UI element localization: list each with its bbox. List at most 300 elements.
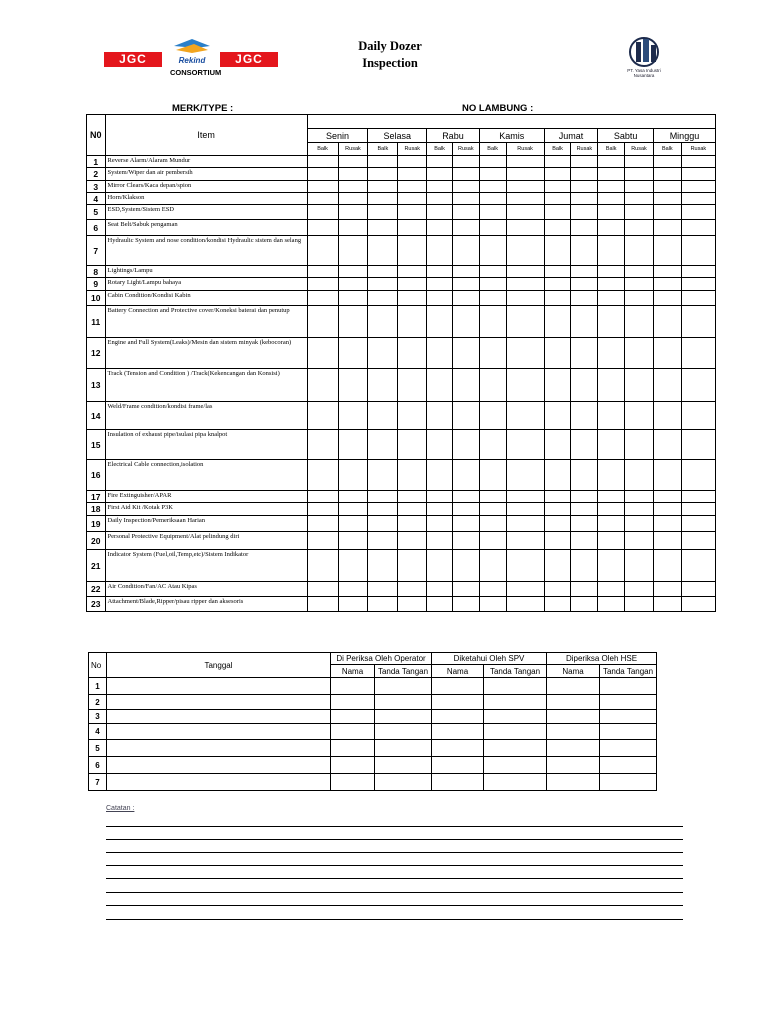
rusak-checkbox-cell[interactable] xyxy=(398,491,427,503)
spv-signature-cell[interactable] xyxy=(484,757,547,774)
rusak-checkbox-cell[interactable] xyxy=(625,193,654,205)
balk-checkbox-cell[interactable] xyxy=(544,516,571,532)
rusak-checkbox-cell[interactable] xyxy=(571,460,598,491)
rusak-checkbox-cell[interactable] xyxy=(625,550,654,582)
balk-checkbox-cell[interactable] xyxy=(307,402,338,430)
rusak-checkbox-cell[interactable] xyxy=(571,338,598,369)
rusak-checkbox-cell[interactable] xyxy=(452,402,479,430)
rusak-checkbox-cell[interactable] xyxy=(625,491,654,503)
balk-checkbox-cell[interactable] xyxy=(427,338,453,369)
rusak-checkbox-cell[interactable] xyxy=(452,430,479,460)
rusak-checkbox-cell[interactable] xyxy=(338,597,368,612)
rusak-checkbox-cell[interactable] xyxy=(338,582,368,597)
rusak-checkbox-cell[interactable] xyxy=(625,236,654,266)
rusak-checkbox-cell[interactable] xyxy=(625,516,654,532)
balk-checkbox-cell[interactable] xyxy=(479,291,506,306)
balk-checkbox-cell[interactable] xyxy=(427,205,453,220)
date-cell[interactable] xyxy=(107,774,331,791)
rusak-checkbox-cell[interactable] xyxy=(506,181,544,193)
hse-signature-cell[interactable] xyxy=(600,710,657,724)
note-line[interactable] xyxy=(106,852,683,853)
balk-checkbox-cell[interactable] xyxy=(653,205,681,220)
spv-signature-cell[interactable] xyxy=(484,678,547,695)
balk-checkbox-cell[interactable] xyxy=(479,503,506,516)
spv-name-cell[interactable] xyxy=(432,774,484,791)
rusak-checkbox-cell[interactable] xyxy=(571,236,598,266)
rusak-checkbox-cell[interactable] xyxy=(681,220,715,236)
balk-checkbox-cell[interactable] xyxy=(544,278,571,291)
rusak-checkbox-cell[interactable] xyxy=(452,597,479,612)
balk-checkbox-cell[interactable] xyxy=(427,582,453,597)
rusak-checkbox-cell[interactable] xyxy=(338,516,368,532)
balk-checkbox-cell[interactable] xyxy=(653,278,681,291)
rusak-checkbox-cell[interactable] xyxy=(338,205,368,220)
balk-checkbox-cell[interactable] xyxy=(307,369,338,402)
balk-checkbox-cell[interactable] xyxy=(544,550,571,582)
rusak-checkbox-cell[interactable] xyxy=(398,193,427,205)
rusak-checkbox-cell[interactable] xyxy=(452,516,479,532)
balk-checkbox-cell[interactable] xyxy=(544,430,571,460)
balk-checkbox-cell[interactable] xyxy=(544,369,571,402)
balk-checkbox-cell[interactable] xyxy=(598,597,625,612)
operator-name-cell[interactable] xyxy=(331,710,375,724)
rusak-checkbox-cell[interactable] xyxy=(506,532,544,550)
balk-checkbox-cell[interactable] xyxy=(544,181,571,193)
rusak-checkbox-cell[interactable] xyxy=(398,291,427,306)
rusak-checkbox-cell[interactable] xyxy=(571,430,598,460)
rusak-checkbox-cell[interactable] xyxy=(338,306,368,338)
rusak-checkbox-cell[interactable] xyxy=(625,266,654,278)
balk-checkbox-cell[interactable] xyxy=(307,338,338,369)
rusak-checkbox-cell[interactable] xyxy=(681,156,715,168)
balk-checkbox-cell[interactable] xyxy=(598,460,625,491)
rusak-checkbox-cell[interactable] xyxy=(452,278,479,291)
balk-checkbox-cell[interactable] xyxy=(544,291,571,306)
rusak-checkbox-cell[interactable] xyxy=(506,550,544,582)
rusak-checkbox-cell[interactable] xyxy=(506,491,544,503)
balk-checkbox-cell[interactable] xyxy=(479,156,506,168)
rusak-checkbox-cell[interactable] xyxy=(681,306,715,338)
balk-checkbox-cell[interactable] xyxy=(598,181,625,193)
balk-checkbox-cell[interactable] xyxy=(427,550,453,582)
balk-checkbox-cell[interactable] xyxy=(479,491,506,503)
rusak-checkbox-cell[interactable] xyxy=(338,532,368,550)
rusak-checkbox-cell[interactable] xyxy=(625,597,654,612)
balk-checkbox-cell[interactable] xyxy=(544,503,571,516)
balk-checkbox-cell[interactable] xyxy=(598,306,625,338)
hse-name-cell[interactable] xyxy=(547,678,600,695)
rusak-checkbox-cell[interactable] xyxy=(625,205,654,220)
rusak-checkbox-cell[interactable] xyxy=(338,193,368,205)
balk-checkbox-cell[interactable] xyxy=(307,516,338,532)
balk-checkbox-cell[interactable] xyxy=(544,220,571,236)
rusak-checkbox-cell[interactable] xyxy=(452,291,479,306)
rusak-checkbox-cell[interactable] xyxy=(452,193,479,205)
balk-checkbox-cell[interactable] xyxy=(307,491,338,503)
balk-checkbox-cell[interactable] xyxy=(368,532,398,550)
balk-checkbox-cell[interactable] xyxy=(653,491,681,503)
hse-name-cell[interactable] xyxy=(547,757,600,774)
balk-checkbox-cell[interactable] xyxy=(307,156,338,168)
rusak-checkbox-cell[interactable] xyxy=(571,516,598,532)
rusak-checkbox-cell[interactable] xyxy=(338,220,368,236)
balk-checkbox-cell[interactable] xyxy=(368,181,398,193)
hse-name-cell[interactable] xyxy=(547,724,600,740)
operator-name-cell[interactable] xyxy=(331,678,375,695)
balk-checkbox-cell[interactable] xyxy=(368,338,398,369)
rusak-checkbox-cell[interactable] xyxy=(571,369,598,402)
rusak-checkbox-cell[interactable] xyxy=(625,220,654,236)
operator-signature-cell[interactable] xyxy=(375,678,432,695)
balk-checkbox-cell[interactable] xyxy=(653,430,681,460)
balk-checkbox-cell[interactable] xyxy=(427,369,453,402)
balk-checkbox-cell[interactable] xyxy=(653,503,681,516)
rusak-checkbox-cell[interactable] xyxy=(571,597,598,612)
hse-name-cell[interactable] xyxy=(547,710,600,724)
balk-checkbox-cell[interactable] xyxy=(653,582,681,597)
rusak-checkbox-cell[interactable] xyxy=(625,181,654,193)
balk-checkbox-cell[interactable] xyxy=(368,220,398,236)
balk-checkbox-cell[interactable] xyxy=(479,306,506,338)
rusak-checkbox-cell[interactable] xyxy=(625,278,654,291)
balk-checkbox-cell[interactable] xyxy=(427,503,453,516)
balk-checkbox-cell[interactable] xyxy=(479,168,506,181)
rusak-checkbox-cell[interactable] xyxy=(625,582,654,597)
balk-checkbox-cell[interactable] xyxy=(479,266,506,278)
rusak-checkbox-cell[interactable] xyxy=(398,550,427,582)
spv-name-cell[interactable] xyxy=(432,740,484,757)
rusak-checkbox-cell[interactable] xyxy=(506,430,544,460)
rusak-checkbox-cell[interactable] xyxy=(506,338,544,369)
rusak-checkbox-cell[interactable] xyxy=(506,236,544,266)
rusak-checkbox-cell[interactable] xyxy=(625,532,654,550)
balk-checkbox-cell[interactable] xyxy=(544,306,571,338)
balk-checkbox-cell[interactable] xyxy=(307,582,338,597)
rusak-checkbox-cell[interactable] xyxy=(506,291,544,306)
operator-name-cell[interactable] xyxy=(331,724,375,740)
note-line[interactable] xyxy=(106,892,683,893)
rusak-checkbox-cell[interactable] xyxy=(571,532,598,550)
balk-checkbox-cell[interactable] xyxy=(479,369,506,402)
rusak-checkbox-cell[interactable] xyxy=(398,516,427,532)
balk-checkbox-cell[interactable] xyxy=(598,236,625,266)
balk-checkbox-cell[interactable] xyxy=(653,338,681,369)
balk-checkbox-cell[interactable] xyxy=(307,550,338,582)
balk-checkbox-cell[interactable] xyxy=(307,220,338,236)
rusak-checkbox-cell[interactable] xyxy=(506,369,544,402)
balk-checkbox-cell[interactable] xyxy=(479,532,506,550)
rusak-checkbox-cell[interactable] xyxy=(338,156,368,168)
rusak-checkbox-cell[interactable] xyxy=(452,550,479,582)
rusak-checkbox-cell[interactable] xyxy=(681,491,715,503)
rusak-checkbox-cell[interactable] xyxy=(625,503,654,516)
balk-checkbox-cell[interactable] xyxy=(368,278,398,291)
balk-checkbox-cell[interactable] xyxy=(653,460,681,491)
date-cell[interactable] xyxy=(107,710,331,724)
spv-name-cell[interactable] xyxy=(432,757,484,774)
rusak-checkbox-cell[interactable] xyxy=(338,278,368,291)
rusak-checkbox-cell[interactable] xyxy=(571,291,598,306)
balk-checkbox-cell[interactable] xyxy=(307,181,338,193)
rusak-checkbox-cell[interactable] xyxy=(571,582,598,597)
note-line[interactable] xyxy=(106,826,683,827)
balk-checkbox-cell[interactable] xyxy=(368,291,398,306)
balk-checkbox-cell[interactable] xyxy=(598,278,625,291)
balk-checkbox-cell[interactable] xyxy=(427,236,453,266)
operator-signature-cell[interactable] xyxy=(375,740,432,757)
balk-checkbox-cell[interactable] xyxy=(653,597,681,612)
balk-checkbox-cell[interactable] xyxy=(368,503,398,516)
balk-checkbox-cell[interactable] xyxy=(598,550,625,582)
rusak-checkbox-cell[interactable] xyxy=(506,460,544,491)
rusak-checkbox-cell[interactable] xyxy=(571,205,598,220)
rusak-checkbox-cell[interactable] xyxy=(452,181,479,193)
balk-checkbox-cell[interactable] xyxy=(479,193,506,205)
rusak-checkbox-cell[interactable] xyxy=(398,306,427,338)
balk-checkbox-cell[interactable] xyxy=(544,266,571,278)
hse-name-cell[interactable] xyxy=(547,740,600,757)
balk-checkbox-cell[interactable] xyxy=(598,193,625,205)
spv-name-cell[interactable] xyxy=(432,678,484,695)
rusak-checkbox-cell[interactable] xyxy=(571,181,598,193)
rusak-checkbox-cell[interactable] xyxy=(452,338,479,369)
rusak-checkbox-cell[interactable] xyxy=(452,532,479,550)
balk-checkbox-cell[interactable] xyxy=(479,236,506,266)
balk-checkbox-cell[interactable] xyxy=(427,220,453,236)
rusak-checkbox-cell[interactable] xyxy=(398,236,427,266)
rusak-checkbox-cell[interactable] xyxy=(452,205,479,220)
balk-checkbox-cell[interactable] xyxy=(307,532,338,550)
rusak-checkbox-cell[interactable] xyxy=(681,181,715,193)
note-line[interactable] xyxy=(106,919,683,920)
balk-checkbox-cell[interactable] xyxy=(598,205,625,220)
balk-checkbox-cell[interactable] xyxy=(368,582,398,597)
balk-checkbox-cell[interactable] xyxy=(427,168,453,181)
rusak-checkbox-cell[interactable] xyxy=(338,168,368,181)
rusak-checkbox-cell[interactable] xyxy=(338,369,368,402)
balk-checkbox-cell[interactable] xyxy=(653,532,681,550)
rusak-checkbox-cell[interactable] xyxy=(571,220,598,236)
rusak-checkbox-cell[interactable] xyxy=(681,278,715,291)
operator-name-cell[interactable] xyxy=(331,695,375,710)
balk-checkbox-cell[interactable] xyxy=(368,430,398,460)
rusak-checkbox-cell[interactable] xyxy=(681,168,715,181)
rusak-checkbox-cell[interactable] xyxy=(338,266,368,278)
balk-checkbox-cell[interactable] xyxy=(368,402,398,430)
rusak-checkbox-cell[interactable] xyxy=(506,582,544,597)
balk-checkbox-cell[interactable] xyxy=(479,516,506,532)
balk-checkbox-cell[interactable] xyxy=(427,430,453,460)
rusak-checkbox-cell[interactable] xyxy=(506,205,544,220)
balk-checkbox-cell[interactable] xyxy=(598,156,625,168)
rusak-checkbox-cell[interactable] xyxy=(452,236,479,266)
rusak-checkbox-cell[interactable] xyxy=(452,369,479,402)
balk-checkbox-cell[interactable] xyxy=(307,291,338,306)
balk-checkbox-cell[interactable] xyxy=(427,516,453,532)
balk-checkbox-cell[interactable] xyxy=(544,597,571,612)
balk-checkbox-cell[interactable] xyxy=(653,220,681,236)
spv-signature-cell[interactable] xyxy=(484,695,547,710)
balk-checkbox-cell[interactable] xyxy=(307,168,338,181)
hse-signature-cell[interactable] xyxy=(600,740,657,757)
rusak-checkbox-cell[interactable] xyxy=(338,491,368,503)
rusak-checkbox-cell[interactable] xyxy=(681,597,715,612)
rusak-checkbox-cell[interactable] xyxy=(571,306,598,338)
balk-checkbox-cell[interactable] xyxy=(598,338,625,369)
rusak-checkbox-cell[interactable] xyxy=(398,402,427,430)
hse-signature-cell[interactable] xyxy=(600,757,657,774)
balk-checkbox-cell[interactable] xyxy=(368,236,398,266)
rusak-checkbox-cell[interactable] xyxy=(506,402,544,430)
spv-name-cell[interactable] xyxy=(432,710,484,724)
rusak-checkbox-cell[interactable] xyxy=(398,220,427,236)
rusak-checkbox-cell[interactable] xyxy=(398,205,427,220)
rusak-checkbox-cell[interactable] xyxy=(398,338,427,369)
balk-checkbox-cell[interactable] xyxy=(427,291,453,306)
rusak-checkbox-cell[interactable] xyxy=(452,503,479,516)
rusak-checkbox-cell[interactable] xyxy=(681,516,715,532)
date-cell[interactable] xyxy=(107,695,331,710)
balk-checkbox-cell[interactable] xyxy=(598,532,625,550)
rusak-checkbox-cell[interactable] xyxy=(506,597,544,612)
balk-checkbox-cell[interactable] xyxy=(427,402,453,430)
balk-checkbox-cell[interactable] xyxy=(653,156,681,168)
balk-checkbox-cell[interactable] xyxy=(307,266,338,278)
note-line[interactable] xyxy=(106,865,683,866)
rusak-checkbox-cell[interactable] xyxy=(625,460,654,491)
operator-signature-cell[interactable] xyxy=(375,724,432,740)
rusak-checkbox-cell[interactable] xyxy=(625,430,654,460)
rusak-checkbox-cell[interactable] xyxy=(338,550,368,582)
balk-checkbox-cell[interactable] xyxy=(307,460,338,491)
balk-checkbox-cell[interactable] xyxy=(598,168,625,181)
balk-checkbox-cell[interactable] xyxy=(479,550,506,582)
rusak-checkbox-cell[interactable] xyxy=(452,582,479,597)
rusak-checkbox-cell[interactable] xyxy=(506,168,544,181)
balk-checkbox-cell[interactable] xyxy=(544,236,571,266)
rusak-checkbox-cell[interactable] xyxy=(506,266,544,278)
balk-checkbox-cell[interactable] xyxy=(307,597,338,612)
balk-checkbox-cell[interactable] xyxy=(368,306,398,338)
rusak-checkbox-cell[interactable] xyxy=(398,460,427,491)
rusak-checkbox-cell[interactable] xyxy=(625,369,654,402)
rusak-checkbox-cell[interactable] xyxy=(571,193,598,205)
rusak-checkbox-cell[interactable] xyxy=(681,291,715,306)
balk-checkbox-cell[interactable] xyxy=(598,220,625,236)
balk-checkbox-cell[interactable] xyxy=(427,491,453,503)
operator-name-cell[interactable] xyxy=(331,740,375,757)
hse-signature-cell[interactable] xyxy=(600,774,657,791)
balk-checkbox-cell[interactable] xyxy=(427,597,453,612)
balk-checkbox-cell[interactable] xyxy=(479,430,506,460)
rusak-checkbox-cell[interactable] xyxy=(681,503,715,516)
date-cell[interactable] xyxy=(107,757,331,774)
balk-checkbox-cell[interactable] xyxy=(307,503,338,516)
rusak-checkbox-cell[interactable] xyxy=(625,291,654,306)
balk-checkbox-cell[interactable] xyxy=(368,491,398,503)
rusak-checkbox-cell[interactable] xyxy=(338,236,368,266)
balk-checkbox-cell[interactable] xyxy=(479,402,506,430)
rusak-checkbox-cell[interactable] xyxy=(338,181,368,193)
rusak-checkbox-cell[interactable] xyxy=(625,402,654,430)
balk-checkbox-cell[interactable] xyxy=(368,369,398,402)
spv-signature-cell[interactable] xyxy=(484,740,547,757)
rusak-checkbox-cell[interactable] xyxy=(338,402,368,430)
operator-signature-cell[interactable] xyxy=(375,757,432,774)
balk-checkbox-cell[interactable] xyxy=(598,266,625,278)
operator-signature-cell[interactable] xyxy=(375,695,432,710)
rusak-checkbox-cell[interactable] xyxy=(681,460,715,491)
balk-checkbox-cell[interactable] xyxy=(653,266,681,278)
balk-checkbox-cell[interactable] xyxy=(653,516,681,532)
spv-name-cell[interactable] xyxy=(432,724,484,740)
spv-signature-cell[interactable] xyxy=(484,724,547,740)
balk-checkbox-cell[interactable] xyxy=(653,168,681,181)
balk-checkbox-cell[interactable] xyxy=(307,278,338,291)
rusak-checkbox-cell[interactable] xyxy=(398,181,427,193)
spv-signature-cell[interactable] xyxy=(484,774,547,791)
rusak-checkbox-cell[interactable] xyxy=(681,582,715,597)
rusak-checkbox-cell[interactable] xyxy=(681,236,715,266)
rusak-checkbox-cell[interactable] xyxy=(625,306,654,338)
rusak-checkbox-cell[interactable] xyxy=(506,503,544,516)
balk-checkbox-cell[interactable] xyxy=(598,291,625,306)
balk-checkbox-cell[interactable] xyxy=(544,168,571,181)
hse-signature-cell[interactable] xyxy=(600,678,657,695)
balk-checkbox-cell[interactable] xyxy=(427,193,453,205)
balk-checkbox-cell[interactable] xyxy=(479,460,506,491)
rusak-checkbox-cell[interactable] xyxy=(338,291,368,306)
rusak-checkbox-cell[interactable] xyxy=(398,278,427,291)
balk-checkbox-cell[interactable] xyxy=(427,278,453,291)
rusak-checkbox-cell[interactable] xyxy=(571,402,598,430)
spv-name-cell[interactable] xyxy=(432,695,484,710)
balk-checkbox-cell[interactable] xyxy=(368,205,398,220)
hse-name-cell[interactable] xyxy=(547,774,600,791)
balk-checkbox-cell[interactable] xyxy=(307,205,338,220)
rusak-checkbox-cell[interactable] xyxy=(452,220,479,236)
balk-checkbox-cell[interactable] xyxy=(598,430,625,460)
balk-checkbox-cell[interactable] xyxy=(368,193,398,205)
rusak-checkbox-cell[interactable] xyxy=(338,430,368,460)
rusak-checkbox-cell[interactable] xyxy=(681,550,715,582)
rusak-checkbox-cell[interactable] xyxy=(625,168,654,181)
balk-checkbox-cell[interactable] xyxy=(368,156,398,168)
balk-checkbox-cell[interactable] xyxy=(368,597,398,612)
balk-checkbox-cell[interactable] xyxy=(307,430,338,460)
balk-checkbox-cell[interactable] xyxy=(598,369,625,402)
balk-checkbox-cell[interactable] xyxy=(368,550,398,582)
rusak-checkbox-cell[interactable] xyxy=(681,193,715,205)
rusak-checkbox-cell[interactable] xyxy=(506,306,544,338)
hse-name-cell[interactable] xyxy=(547,695,600,710)
balk-checkbox-cell[interactable] xyxy=(368,266,398,278)
balk-checkbox-cell[interactable] xyxy=(427,460,453,491)
rusak-checkbox-cell[interactable] xyxy=(398,597,427,612)
balk-checkbox-cell[interactable] xyxy=(368,168,398,181)
balk-checkbox-cell[interactable] xyxy=(544,532,571,550)
balk-checkbox-cell[interactable] xyxy=(653,181,681,193)
rusak-checkbox-cell[interactable] xyxy=(625,338,654,369)
balk-checkbox-cell[interactable] xyxy=(479,582,506,597)
date-cell[interactable] xyxy=(107,740,331,757)
rusak-checkbox-cell[interactable] xyxy=(398,156,427,168)
rusak-checkbox-cell[interactable] xyxy=(398,503,427,516)
rusak-checkbox-cell[interactable] xyxy=(452,156,479,168)
balk-checkbox-cell[interactable] xyxy=(544,205,571,220)
balk-checkbox-cell[interactable] xyxy=(427,306,453,338)
balk-checkbox-cell[interactable] xyxy=(368,460,398,491)
